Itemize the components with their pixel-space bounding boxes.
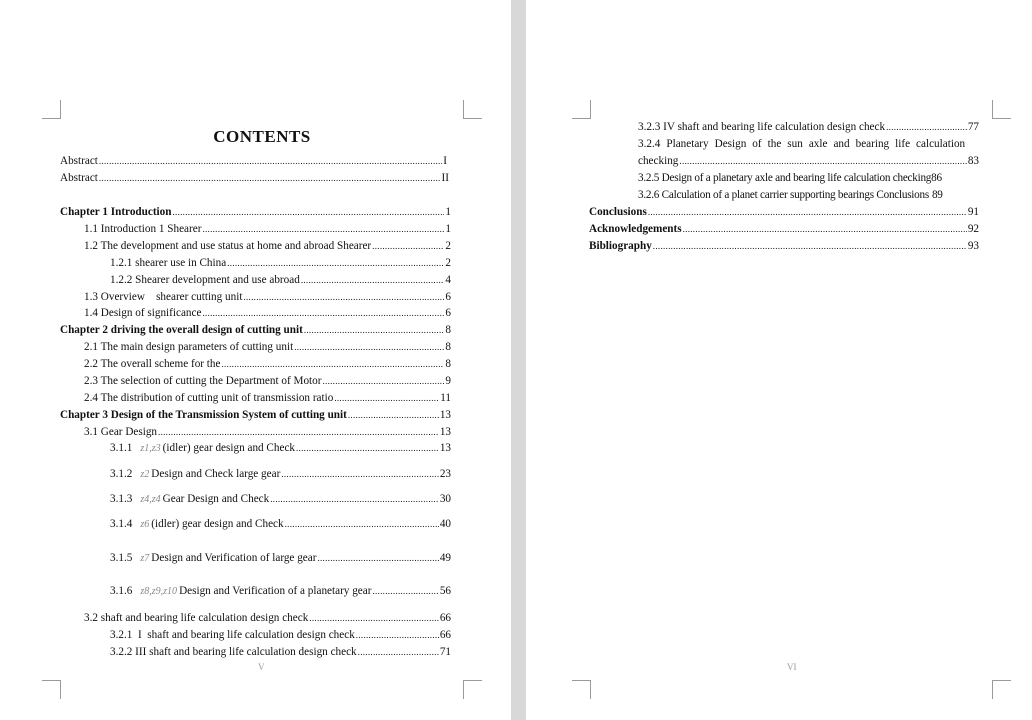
toc-entry[interactable] — [110, 467, 451, 482]
toc-title: CONTENTS — [213, 127, 311, 146]
toc-entry-page: 56 — [439, 585, 451, 597]
toc-entry-text: Abstract — [60, 172, 98, 184]
toc-entry-page: 6 — [445, 307, 451, 319]
toc-entry-text: 3.2.2 III shaft and bearing life calculation design check — [110, 646, 357, 658]
toc-entry[interactable] — [638, 188, 991, 203]
margin-corner-mark — [42, 680, 61, 699]
toc-entry[interactable] — [84, 425, 451, 440]
toc-entry[interactable] — [110, 584, 451, 599]
toc-entry-page: 40 — [439, 518, 451, 530]
toc-entry[interactable] — [60, 171, 449, 186]
toc-entry-page: 92 — [967, 223, 979, 235]
toc-entry[interactable] — [110, 645, 451, 660]
toc-entry[interactable] — [638, 120, 979, 135]
toc-entry-page: 1 — [445, 223, 451, 235]
toc-entry-page: 2 — [445, 240, 451, 252]
toc-entry-page: 2 — [445, 257, 451, 269]
toc-entry[interactable] — [110, 492, 451, 507]
toc-entry-text: 1.4 Design of significance — [84, 307, 202, 319]
toc-entry-page: 93 — [967, 240, 979, 252]
gear-symbol: z2 — [140, 469, 150, 480]
gear-symbol: z4,z4 — [140, 494, 161, 505]
toc-entry-page: 71 — [439, 646, 451, 658]
toc-entry[interactable] — [110, 441, 451, 456]
toc-entry[interactable] — [84, 239, 451, 254]
toc-entry[interactable] — [84, 374, 451, 389]
page-gutter — [511, 0, 526, 720]
margin-corner-mark — [572, 100, 591, 119]
page-number-footer: VI — [787, 662, 797, 672]
toc-entry-text: 3.2.1 I shaft and bearing life calculation design check — [110, 629, 355, 641]
toc-entry-page: 1 — [445, 206, 451, 218]
toc-entry-page: 23 — [439, 468, 451, 480]
toc-chapter-entry[interactable] — [589, 205, 979, 220]
toc-entry-page: 13 — [439, 409, 451, 421]
margin-corner-mark — [992, 100, 1011, 119]
toc-entry-text: 3.1.6 — [110, 585, 133, 597]
margin-corner-mark — [992, 680, 1011, 699]
toc-entry-page: 86 — [931, 172, 942, 184]
margin-corner-mark — [463, 100, 482, 119]
toc-entry[interactable] — [110, 628, 451, 643]
toc-entry-text: 1.2 The development and use status at home and abroad Shearer — [84, 240, 372, 252]
toc-entry-page: 83 — [967, 155, 979, 167]
toc-entry-text: 3.2.6 Calculation of a planet carrier supporting bearings Conclusions — [638, 189, 929, 201]
toc-entry-text: Design and Verification of a planetary gear — [179, 585, 372, 597]
gear-symbol: z6 — [140, 519, 150, 530]
toc-entry-text: 3.1.4 — [110, 518, 133, 530]
toc-entry-page: II — [441, 172, 449, 184]
toc-chapter-entry[interactable] — [60, 323, 451, 338]
toc-entry-page: 66 — [439, 629, 451, 641]
toc-entry[interactable] — [84, 222, 451, 237]
toc-entry[interactable] — [60, 154, 447, 169]
toc-entry[interactable] — [638, 171, 991, 186]
toc-entry-text: 3.1.2 — [110, 468, 133, 480]
toc-entry-page: 30 — [439, 493, 451, 505]
page-number-footer: V — [258, 662, 265, 672]
toc-entry[interactable] — [110, 273, 451, 288]
toc-entry-page: 8 — [445, 358, 451, 370]
toc-entry-text: Conclusions — [589, 206, 647, 218]
toc-entry-text: Chapter 3 Design of the Transmission System of cutting unit — [60, 409, 347, 421]
toc-entry[interactable] — [638, 154, 979, 169]
toc-chapter-entry[interactable] — [589, 222, 979, 237]
toc-entry-page: 9 — [445, 375, 451, 387]
toc-entry-text: (idler) gear design and Check — [162, 442, 296, 454]
toc-entry-text: 3.2.3 IV shaft and bearing life calculation design check — [638, 121, 886, 133]
toc-entry-text: 3.1 Gear Design — [84, 426, 158, 438]
toc-entry-text: 1.3 Overview shearer cutting unit — [84, 291, 243, 303]
toc-entry-text: 2.4 The distribution of cutting unit of transmission ratio — [84, 392, 334, 404]
toc-entry-text: Bibliography — [589, 240, 652, 252]
document-page-right — [526, 0, 1032, 720]
margin-corner-mark — [572, 680, 591, 699]
toc-entry-text: 1.2.2 Shearer development and use abroad — [110, 274, 300, 286]
toc-entry[interactable] — [84, 306, 451, 321]
toc-entry-page: 8 — [445, 324, 451, 336]
toc-entry-page: 6 — [445, 291, 451, 303]
toc-entry-text: 2.1 The main design parameters of cutting unit — [84, 341, 294, 353]
toc-entry[interactable] — [84, 391, 451, 406]
toc-chapter-entry[interactable] — [60, 408, 451, 423]
toc-entry[interactable] — [84, 340, 451, 355]
toc-entry-text: 2.2 The overall scheme for the — [84, 358, 221, 370]
toc-entry-text: checking — [638, 155, 679, 167]
toc-entry-page: 4 — [445, 274, 451, 286]
toc-entry-page: 13 — [439, 426, 451, 438]
toc-entry-text: 1.2.1 shearer use in China — [110, 257, 227, 269]
gear-symbol: z7 — [140, 553, 150, 564]
toc-entry-text: Chapter 2 driving the overall design of cutting unit — [60, 324, 303, 336]
toc-entry-page: I — [443, 155, 447, 167]
toc-entry-page: 13 — [439, 442, 451, 454]
gear-symbol: z1,z3 — [140, 443, 161, 454]
toc-entry[interactable] — [110, 256, 451, 271]
document-page-left — [0, 0, 511, 720]
toc-entry-text: 3.2 shaft and bearing life calculation design check — [84, 612, 309, 624]
toc-entry-text: 3.1.3 — [110, 493, 133, 505]
toc-entry-text: 1.1 Introduction 1 Shearer — [84, 223, 202, 235]
toc-entry-page: 89 — [931, 189, 943, 201]
toc-entry-page: 66 — [439, 612, 451, 624]
toc-entry-wrapped-text[interactable]: 3.2.4 Planetary Design of the sun axle and bearing life calculation — [638, 138, 966, 150]
toc-entry-page: 8 — [445, 341, 451, 353]
toc-entry[interactable] — [84, 357, 451, 372]
toc-entry-text: Abstract — [60, 155, 98, 167]
toc-entry-text: 3.1.1 — [110, 442, 133, 454]
toc-entry-page: 77 — [967, 121, 979, 133]
toc-entry-text: Design and Verification of large gear — [151, 552, 317, 564]
margin-corner-mark — [463, 680, 482, 699]
toc-entry[interactable] — [110, 551, 451, 566]
toc-entry-text: Chapter 1 Introduction — [60, 206, 172, 218]
margin-corner-mark — [42, 100, 61, 119]
toc-entry-page: 49 — [439, 552, 451, 564]
gear-symbol: z8,z9,z10 — [140, 586, 178, 597]
toc-entry[interactable] — [84, 611, 451, 626]
toc-entry-text: 3.1.5 — [110, 552, 133, 564]
toc-entry-text: 3.2.5 Design of a planetary axle and bearing life calculation checking — [638, 172, 932, 184]
toc-chapter-entry[interactable] — [589, 239, 979, 254]
toc-entry-text: Acknowledgements — [589, 223, 682, 235]
toc-entry-text: Design and Check large gear — [151, 468, 281, 480]
toc-chapter-entry[interactable] — [60, 205, 451, 220]
toc-entry-text: 2.3 The selection of cutting the Department of Motor — [84, 375, 322, 387]
toc-entry[interactable] — [84, 290, 451, 305]
toc-entry-text: (idler) gear design and Check — [151, 518, 284, 530]
toc-entry-text: Gear Design and Check — [162, 493, 270, 505]
toc-entry[interactable] — [110, 517, 451, 532]
toc-entry-page: 91 — [967, 206, 979, 218]
toc-entry-page: 11 — [440, 392, 451, 404]
